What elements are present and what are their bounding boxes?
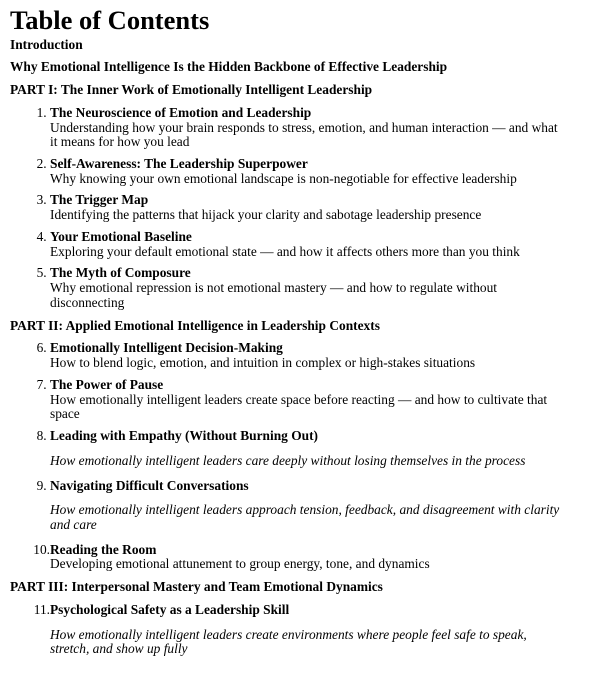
item-number: 9. — [36, 477, 50, 493]
item-title: The Neuroscience of Emotion and Leadership — [50, 104, 312, 120]
item-number: 5. — [36, 265, 50, 281]
toc-item — [10, 378, 563, 422]
page-title: Table of Contents — [10, 5, 210, 35]
toc-list — [10, 106, 563, 311]
toc-item — [10, 341, 563, 370]
section-heading: Introduction — [10, 36, 83, 52]
item-title: The Trigger Map — [50, 192, 149, 208]
item-description: How emotionally intelligent leaders care deeply without losing themselves in the process — [50, 452, 526, 468]
toc-item — [10, 543, 563, 572]
item-title: Reading the Room — [50, 541, 157, 557]
section-heading: Why Emotional Intelligence Is the Hidden Backbone of Effective Leadership — [10, 59, 448, 75]
toc-item — [10, 429, 563, 468]
toc-item — [10, 157, 563, 186]
toc-item — [10, 230, 563, 259]
item-number: 10. — [33, 541, 50, 557]
item-number: 8. — [36, 428, 50, 444]
toc-item — [10, 193, 563, 222]
item-title: Your Emotional Baseline — [50, 228, 192, 244]
item-description: How emotionally intelligent leaders create environments where people feel safe to speak, stretch, and show up fully — [50, 626, 527, 657]
toc-item — [10, 266, 563, 310]
item-number: 2. — [36, 156, 50, 172]
item-number: 4. — [36, 228, 50, 244]
item-number: 6. — [36, 340, 50, 356]
toc-item — [10, 479, 563, 533]
item-number: 11. — [33, 601, 50, 617]
item-title: The Power of Pause — [50, 376, 164, 392]
item-description: How to blend logic, emotion, and intuition in complex or high-stakes situations — [50, 355, 476, 371]
item-description: Identifying the patterns that hijack your clarity and sabotage leadership presence — [50, 207, 482, 223]
item-description: How emotionally intelligent leaders approach tension, feedback, and disagreement with clarity and care — [50, 502, 560, 532]
toc-content — [10, 38, 563, 658]
item-title: Emotionally Intelligent Decision-Making — [50, 340, 283, 356]
item-description: Understanding how your brain responds to stress, emotion, and human interaction — and what it means for how you lead — [50, 119, 558, 150]
toc-item — [10, 603, 563, 657]
item-description: Why emotional repression is not emotional mastery — and how to regulate without disconnecting — [50, 280, 498, 310]
section-heading: PART II: Applied Emotional Intelligence in Leadership Contexts — [10, 317, 380, 333]
toc-list — [10, 341, 563, 572]
item-number: 7. — [36, 376, 50, 392]
item-title: Leading with Empathy (Without Burning Out) — [50, 428, 318, 444]
item-title: Self-Awareness: The Leadership Superpower — [50, 156, 308, 172]
item-description: How emotionally intelligent leaders create space before reacting — and how to cultivate that space — [50, 391, 548, 422]
item-title: Navigating Difficult Conversations — [50, 477, 249, 493]
item-description: Developing emotional attunement to group energy, tone, and dynamics — [50, 556, 430, 572]
toc-list — [10, 603, 563, 657]
item-title: Psychological Safety as a Leadership Skill — [50, 601, 290, 617]
toc-item — [10, 106, 563, 150]
item-title: The Myth of Composure — [50, 265, 191, 281]
item-number: 3. — [36, 192, 50, 208]
item-description: Exploring your default emotional state — and how it affects others more than you think — [50, 243, 520, 259]
section-heading: PART III: Interpersonal Mastery and Team Emotional Dynamics — [10, 579, 383, 595]
section-heading: PART I: The Inner Work of Emotionally Intelligent Leadership — [10, 82, 373, 98]
item-description: Why knowing your own emotional landscape is non-negotiable for effective leadership — [50, 170, 517, 186]
item-number: 1. — [36, 104, 50, 120]
